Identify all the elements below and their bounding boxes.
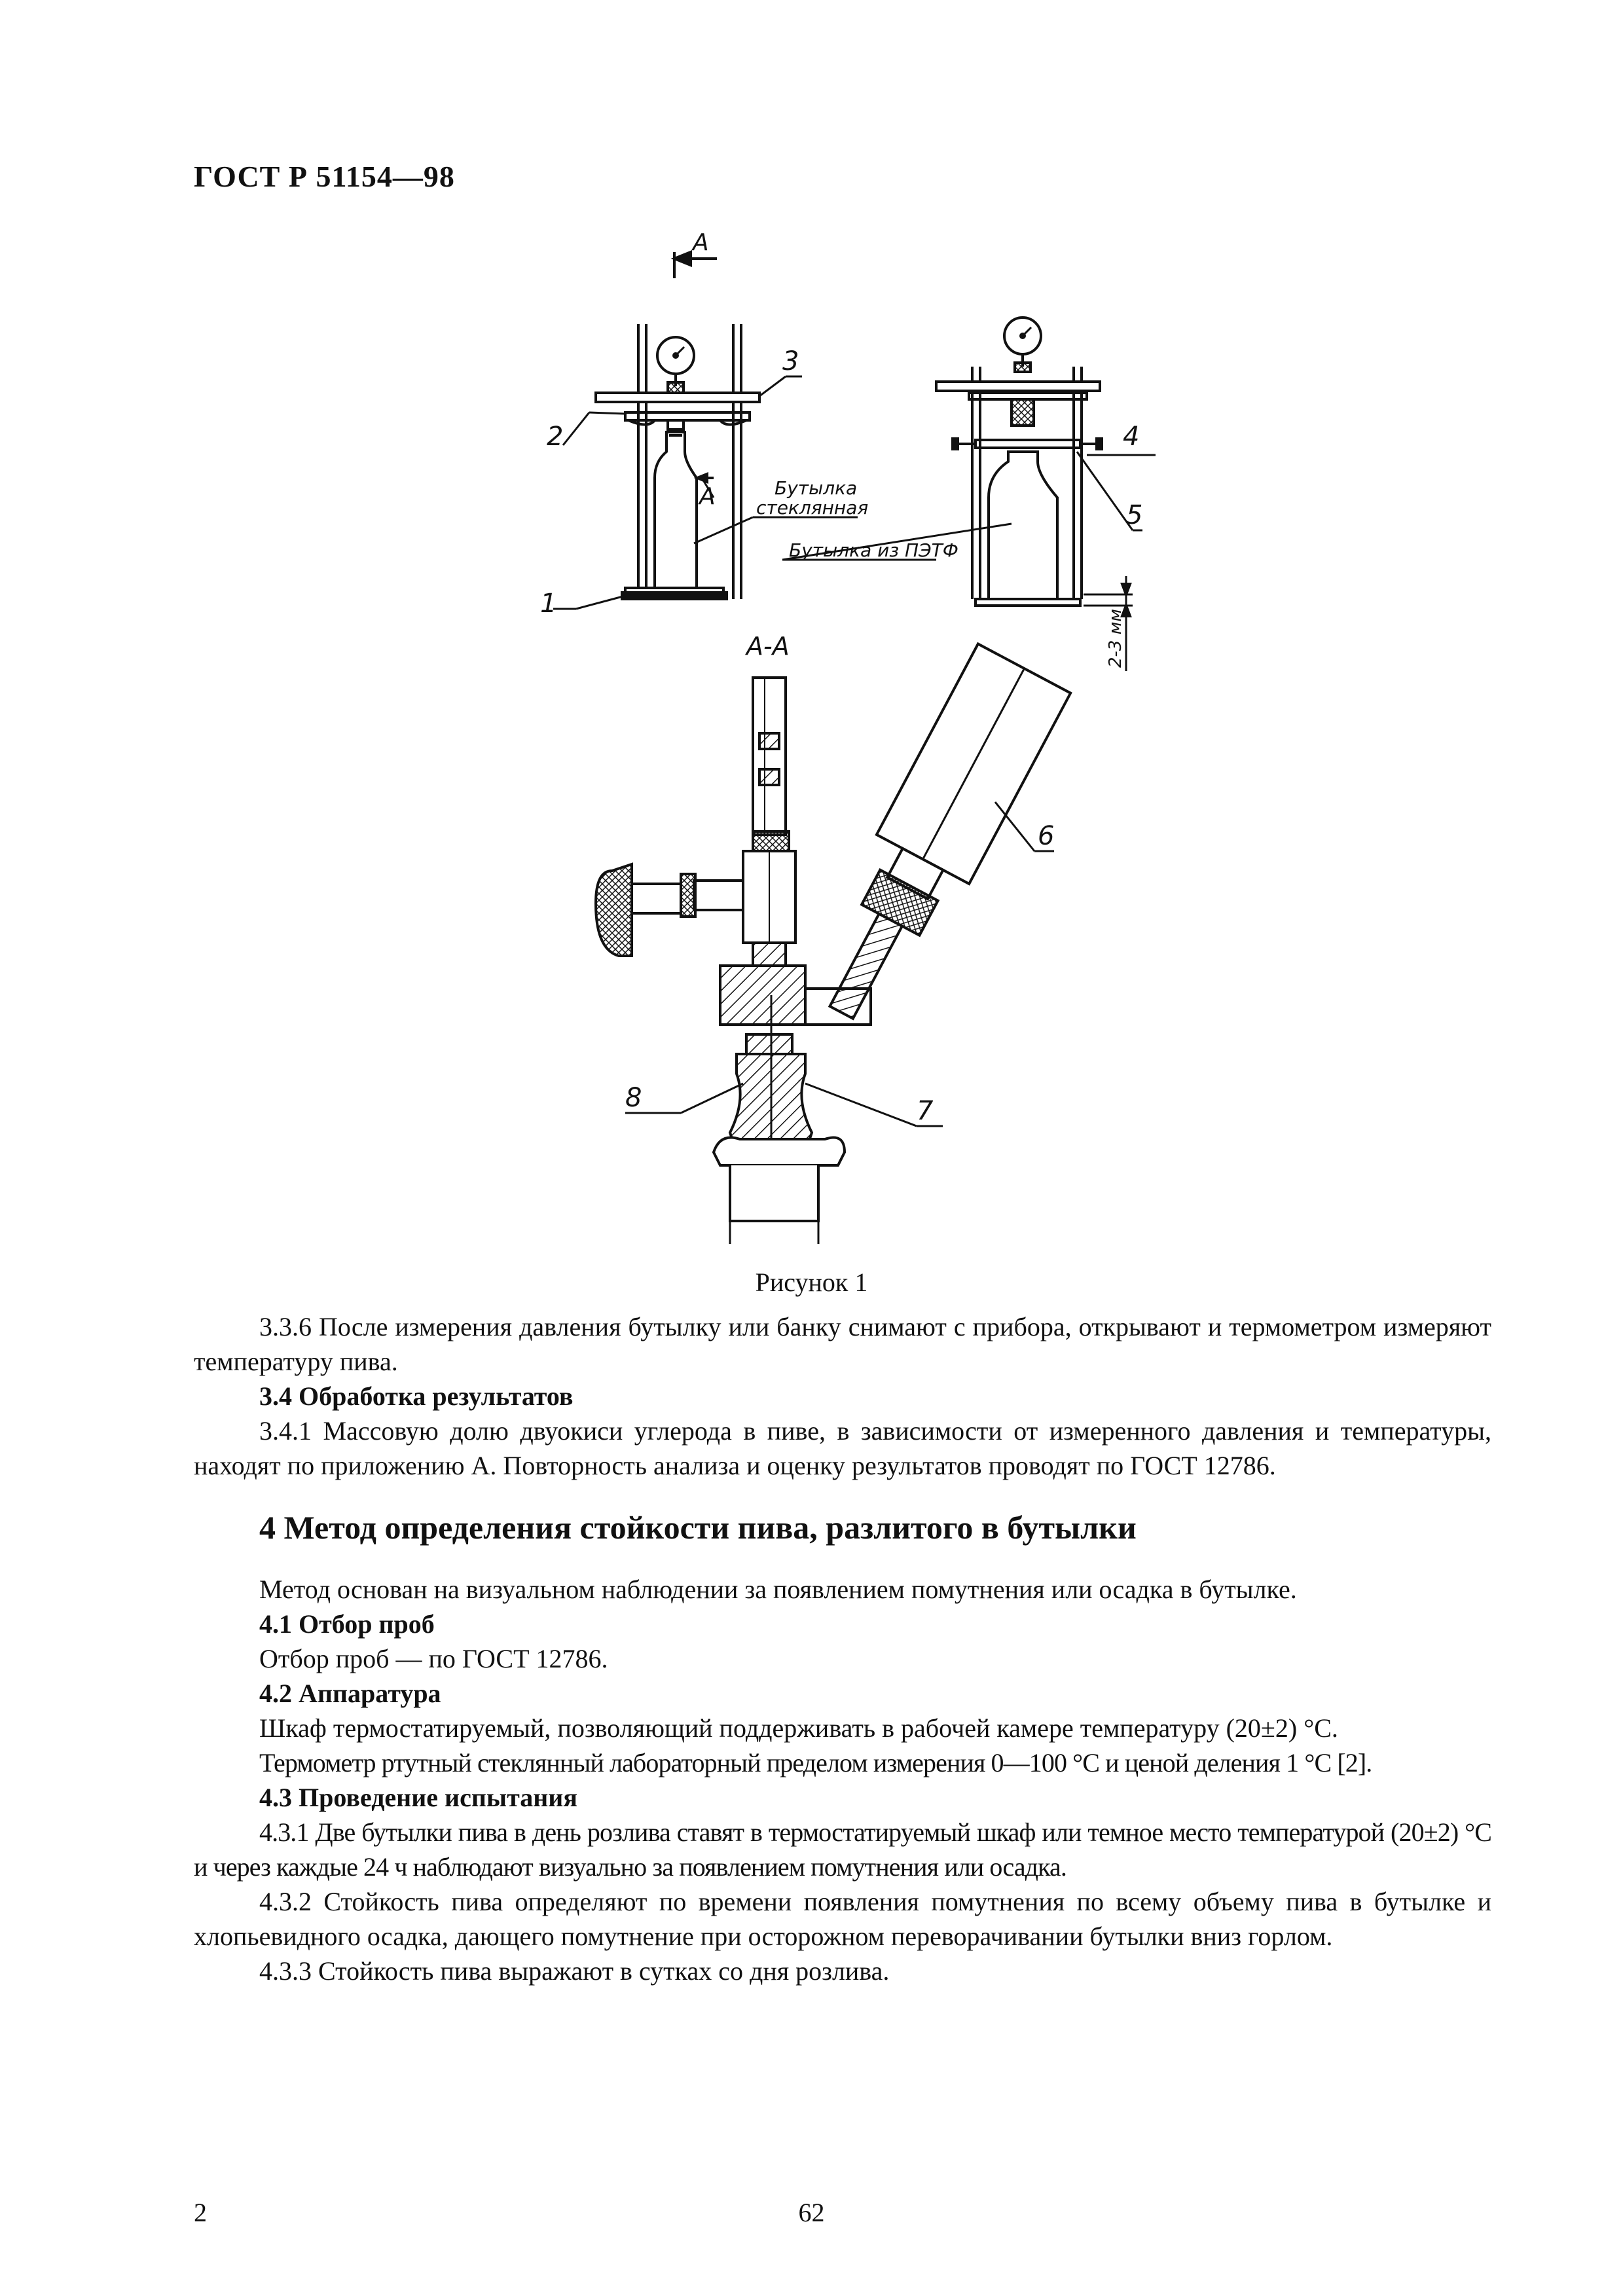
label-4: 4 xyxy=(1123,422,1140,452)
label-6: 6 xyxy=(1038,821,1055,851)
section-view xyxy=(596,644,1070,1244)
label-2: 2 xyxy=(547,422,564,452)
document-header: ГОСТ Р 51154—98 xyxy=(194,160,455,193)
label-glass-bottle-2: стеклянная xyxy=(756,497,869,519)
heading-4-1: 4.1 Отбор проб xyxy=(259,1609,435,1639)
heading-4-2: 4.2 Аппаратура xyxy=(259,1679,441,1708)
label-pet-bottle: Бутылка из ПЭТФ xyxy=(789,539,958,561)
right-apparatus xyxy=(936,318,1133,671)
label-arrow-a: А xyxy=(699,483,716,510)
page-number-center: 62 xyxy=(798,2198,825,2227)
page-number-left: 2 xyxy=(194,2198,207,2227)
heading-3-4: 3.4 Обработка результатов xyxy=(259,1381,574,1411)
paragraph-intro: Метод основан на визуальном наблюдении за появлением помутнения или осадка в бутылке. xyxy=(259,1575,1297,1604)
paragraph-4-2-thermometer: Термометр ртутный стеклянный лабораторный пределом измерения 0—100 °С и ценой деления 1 °С [2]. xyxy=(259,1748,1372,1777)
paragraph-4-2-cabinet: Шкаф термостатируемый, позволяющий поддерживать в рабочей камере температуру (20±2) °С. xyxy=(259,1713,1338,1743)
paragraph-4-3-1: 4.3.1 Две бутылки пива в день розлива ставят в термостатируемый шкаф или темное место температурой (20±2) °С и через каждые 24 ч наблюдают визуально за появлением помутнения или осадка. xyxy=(194,1817,1491,1882)
section-mark xyxy=(674,252,717,278)
paragraph-4-1: Отбор проб — по ГОСТ 12786. xyxy=(259,1644,608,1673)
document-body xyxy=(194,1309,1491,1988)
heading-4-3: 4.3 Проведение испытания xyxy=(259,1783,577,1812)
label-3: 3 xyxy=(782,346,799,376)
paragraph-3-3-6: 3.3.6 После измерения давления бутылку или банку снимают с прибора, открывают и термометром измеряют температуру пива. xyxy=(194,1312,1491,1376)
label-5: 5 xyxy=(1126,500,1143,530)
label-8: 8 xyxy=(625,1083,642,1113)
paragraph-3-4-1: 3.4.1 Массовую долю двуокиси углерода в пиве, в зависимости от измеренного давления и температуры, находят по приложению А. Повторность анализа и оценку результатов проводят по ГОСТ 12786. xyxy=(194,1416,1491,1480)
section-4-title: 4 Метод определения стойкости пива, разлитого в бутылки xyxy=(259,1509,1137,1546)
left-apparatus xyxy=(596,324,759,599)
figure-caption: Рисунок 1 xyxy=(755,1267,868,1297)
label-1: 1 xyxy=(540,589,557,619)
label-section-view: А-А xyxy=(746,632,790,661)
section-mark-label: А xyxy=(693,229,709,256)
label-glass-bottle-1: Бутылка xyxy=(775,477,858,499)
label-gap: 2-3 мм xyxy=(1106,609,1125,668)
paragraph-4-3-2: 4.3.2 Стойкость пива определяют по времени появления помутнения по всему объему пива в бутылке и хлопьевидного осадка, дающего помутнение при осторожном переворачивании бутылки вниз горлом. xyxy=(194,1887,1491,1951)
label-7: 7 xyxy=(917,1096,934,1126)
paragraph-4-3-3: 4.3.3 Стойкость пива выражают в сутках со дня розлива. xyxy=(259,1956,890,1986)
